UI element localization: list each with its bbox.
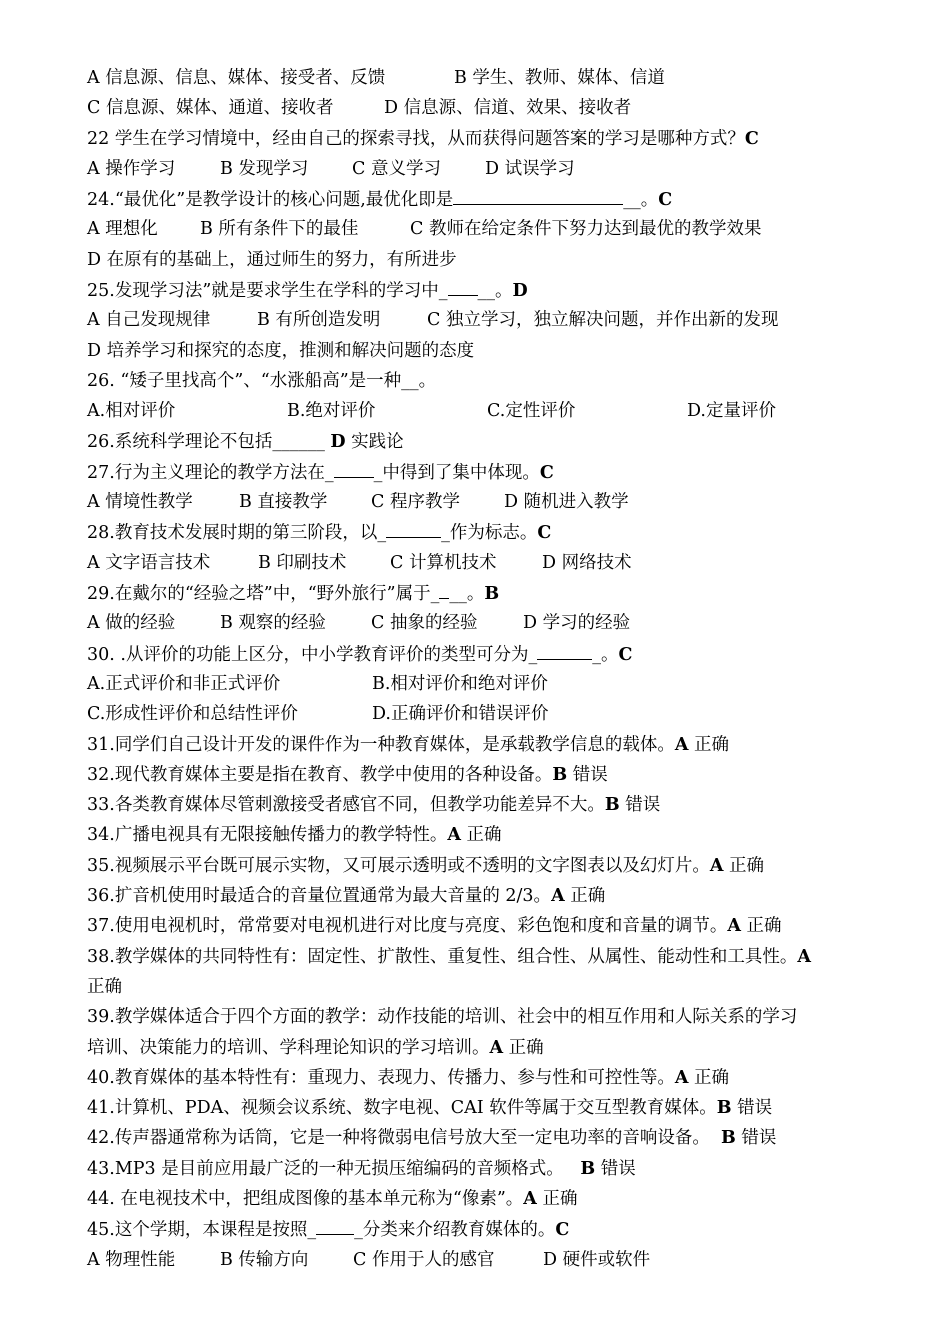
text-line (87, 427, 877, 457)
question-text: 33.各类教育媒体尽管刺激接受者感官不同，但教学功能差异不大。 (87, 795, 605, 816)
answer-key: A (674, 1067, 689, 1088)
text-line (87, 1093, 877, 1123)
answer-blank (453, 184, 623, 205)
text-line (87, 63, 877, 93)
question-text: 29.在戴尔的“经验之塔”中，“野外旅行”属于 (87, 584, 431, 605)
answer-verdict: 错误 (731, 1098, 773, 1119)
text-line (87, 790, 877, 820)
answer-verdict: 错误 (619, 795, 661, 816)
question-suffix: __。 (449, 584, 485, 605)
answer-blank (386, 517, 441, 538)
answer-verdict: 正确 (688, 734, 729, 755)
answer-key: A (447, 825, 461, 846)
option-text: B 直接教学 (239, 492, 328, 513)
text-line (87, 699, 877, 729)
blank-prefix: _ (307, 1220, 317, 1241)
option-text: B.相对评价和绝对评价 (372, 673, 548, 694)
text-line (87, 487, 877, 517)
question-suffix: __。 (623, 190, 659, 211)
question-suffix: _分类来介绍教育媒体的。 (354, 1220, 556, 1241)
text-line (87, 457, 877, 487)
answer-verdict: 正确 (688, 1067, 729, 1088)
answer-key: B (580, 1158, 596, 1179)
answer-key: C (658, 190, 673, 211)
blank-prefix: _ (528, 644, 538, 665)
option-text: B 学生、教师、媒体、信道 (454, 68, 665, 88)
question-suffix: _作为标志。 (441, 523, 538, 544)
answer-key: C (744, 128, 759, 149)
answer-key: A (674, 734, 689, 755)
text-line (87, 1245, 877, 1275)
text-line (87, 214, 877, 244)
option-text: A 信息源、信息、媒体、接受者、反馈 (87, 68, 386, 88)
answer-key: D (512, 281, 528, 302)
option-text: C 计算机技术 (390, 552, 497, 573)
answer-key: B (484, 584, 500, 605)
option-text: B 发现学习 (220, 158, 309, 179)
line-text: D 培养学习和探究的态度，推测和解决问题的态度 (87, 340, 475, 361)
question-text: 26.系统科学理论不包括______ (87, 431, 331, 452)
text-line (87, 1214, 877, 1244)
text-line (87, 517, 877, 547)
text-line (87, 730, 877, 760)
option-text: A 情境性教学 (87, 492, 193, 513)
option-text: A 自己发现规律 (87, 310, 211, 331)
answer-key: A (709, 855, 724, 876)
question-text: 培训、决策能力的培训、学科理论知识的学习培训。 (87, 1037, 490, 1058)
question-suffix: __。 (477, 281, 513, 302)
option-text: D.定量评价 (687, 401, 776, 422)
option-text: B 传输方向 (220, 1249, 309, 1270)
question-text: 24.“最优化”是教学设计的核心问题,最优化即是 (87, 190, 454, 211)
question-text: 37.使用电视机时，常常要对电视机进行对比度与亮度、彩色饱和度和音量的调节。 (87, 916, 728, 937)
option-text: B 观察的经验 (220, 613, 326, 634)
answer-blank (448, 275, 478, 296)
blank-prefix: _ (377, 523, 387, 544)
blank-prefix: _ (430, 584, 440, 605)
option-text: A 文字语言技术 (87, 552, 211, 573)
answer-verdict: 错误 (735, 1128, 777, 1149)
answer-key: C (618, 644, 633, 665)
option-text: A.正式评价和非正式评价 (87, 673, 281, 694)
text-line (87, 1063, 877, 1093)
answer-verdict: 正确 (564, 886, 606, 907)
option-text: C 作用于人的感官 (353, 1249, 495, 1270)
answer-blank (537, 639, 592, 660)
answer-key: A (551, 886, 565, 907)
question-text: 44. 在电视技术中，把组成图像的基本单元称为“像素”。 (87, 1188, 524, 1209)
answer-verdict: 正确 (503, 1037, 544, 1058)
text-line (87, 1123, 877, 1153)
answer-blank (439, 578, 449, 599)
document-page (87, 63, 877, 1275)
line-text: D 在原有的基础上，通过师生的努力，有所进步 (87, 249, 457, 270)
option-text: C 意义学习 (352, 158, 441, 179)
option-text: C.形成性评价和总结性评价 (87, 704, 298, 725)
question-text: 42.传声器通常称为话筒，它是一种将微弱电信号放大至一定电功率的音响设备。 (87, 1128, 721, 1149)
answer-verdict: 正确 (740, 916, 782, 937)
text-line (87, 245, 877, 275)
text-line (87, 336, 877, 366)
text-line (87, 1033, 877, 1063)
text-line (87, 760, 877, 790)
question-text: 38.教学媒体的共同特性有：固定性、扩散性、重复性、组合性、从属性、能动性和工具性。 (87, 946, 798, 967)
option-text: D 学习的经验 (523, 613, 631, 634)
text-line (87, 1002, 877, 1032)
answer-key: A (489, 1037, 504, 1058)
text-line (87, 1154, 877, 1184)
text-line (87, 881, 877, 911)
text-line (87, 911, 877, 941)
answer-verdict: 正确 (723, 855, 764, 876)
answer-verdict: 正确 (460, 825, 502, 846)
question-suffix: _。 (592, 644, 619, 665)
question-text: 43.MP3 是目前应用最广泛的一种无损压缩编码的音频格式。 (87, 1158, 581, 1179)
question-text: 34.广播电视具有无限接触传播力的教学特性。 (87, 825, 448, 846)
text-line (87, 396, 877, 426)
text-line (87, 275, 877, 305)
question-suffix: _中得到了集中体现。 (373, 462, 540, 483)
answer-key: A (523, 1188, 537, 1209)
answer-key: A (797, 946, 811, 967)
line-text: 26. “矮子里找高个”、“水涨船高”是一种__。 (87, 370, 437, 391)
option-text: A.相对评价 (87, 401, 176, 422)
answer-key: D (330, 431, 346, 452)
option-text: B 印刷技术 (258, 552, 347, 573)
option-text: D 网络技术 (542, 552, 632, 573)
answer-key: B (604, 795, 620, 816)
blank-prefix: _ (438, 281, 448, 302)
text-line (87, 154, 877, 184)
question-text: 32.现代教育媒体主要是指在教育、教学中使用的各种设备。 (87, 764, 553, 785)
text-line (87, 608, 877, 638)
question-text: 45.这个学期，本课程是按照 (87, 1220, 308, 1241)
answer-key: C (539, 462, 554, 483)
answer-key: B (716, 1098, 732, 1119)
text-line (87, 851, 877, 881)
text-line (87, 305, 877, 335)
question-text: 25.发现学习法”就是要求学生在学科的学习中 (87, 281, 439, 302)
text-line (87, 578, 877, 608)
answer-verdict: 错误 (595, 1158, 636, 1179)
answer-key: B (552, 764, 568, 785)
option-text: D.正确评价和错误评价 (372, 704, 549, 725)
option-text: C 抽象的经验 (371, 613, 478, 634)
answer-verdict: 正确 (536, 1188, 578, 1209)
option-text: A 做的经验 (87, 613, 176, 634)
option-text: C 教师在给定条件下努力达到最优的教学效果 (410, 219, 762, 240)
option-text: A 理想化 (87, 219, 158, 240)
answer-blank (316, 1214, 354, 1235)
text-line (87, 366, 877, 396)
option-text: B 有所创造发明 (257, 310, 381, 331)
option-text: A 物理性能 (87, 1249, 176, 1270)
text-line (87, 972, 877, 1002)
option-text: C.定性评价 (487, 401, 576, 422)
answer-blank (334, 457, 374, 478)
question-text: 35.视频展示平台既可展示实物，又可展示透明或不透明的文字图表以及幻灯片。 (87, 855, 710, 876)
question-text: 30. .从评价的功能上区分，中小学教育评价的类型可分为 (87, 644, 529, 665)
option-text: B.绝对评价 (287, 401, 376, 422)
option-text: D 硬件或软件 (543, 1249, 651, 1270)
line-text: 正确 (87, 976, 122, 997)
option-text: D 试误学习 (485, 158, 575, 179)
text-line (87, 820, 877, 850)
option-text: D 信息源、信道、效果、接收者 (384, 98, 632, 119)
question-text: 40.教育媒体的基本特性有：重现力、表现力、传播力、参与性和可控性等。 (87, 1067, 675, 1088)
option-text: C 独立学习，独立解决问题，并作出新的发现 (427, 310, 779, 331)
question-text: 27.行为主义理论的教学方法在 (87, 462, 325, 483)
text-line (87, 639, 877, 669)
blank-prefix: _ (324, 462, 334, 483)
text-line (87, 669, 877, 699)
text-line (87, 93, 877, 123)
question-text: 28.教育技术发展时期的第三阶段，以 (87, 523, 378, 544)
text-line (87, 124, 877, 154)
text-line (87, 184, 877, 214)
option-text: A 操作学习 (87, 158, 176, 179)
question-text: 31.同学们自己设计开发的课件作为一种教育媒体，是承载教学信息的载体。 (87, 734, 675, 755)
text-line (87, 1184, 877, 1214)
answer-key: C (537, 523, 552, 544)
line-text: 39.教学媒体适合于四个方面的教学：动作技能的培训、社会中的相互作用和人际关系的学习 (87, 1007, 798, 1028)
option-text: C 信息源、媒体、通道、接收者 (87, 98, 334, 119)
option-text: D 随机进入教学 (504, 492, 629, 513)
question-text: 22 学生在学习情境中，经由自己的探索寻找，从而获得问题答案的学习是哪种方式？ (87, 128, 745, 149)
text-line (87, 942, 877, 972)
answer-key: B (720, 1128, 736, 1149)
option-text: B 所有条件下的最佳 (200, 219, 359, 240)
option-text: C 程序教学 (371, 492, 460, 513)
answer-key: A (727, 916, 741, 937)
answer-verdict: 错误 (567, 764, 608, 785)
question-text: 41.计算机、PDA、视频会议系统、数字电视、CAI 软件等属于交互型教育媒体。 (87, 1098, 717, 1119)
answer-verdict: 实践论 (345, 431, 404, 452)
question-text: 36.扩音机使用时最适合的音量位置通常为最大音量的 2/3。 (87, 886, 552, 907)
text-line (87, 548, 877, 578)
answer-key: C (555, 1220, 570, 1241)
